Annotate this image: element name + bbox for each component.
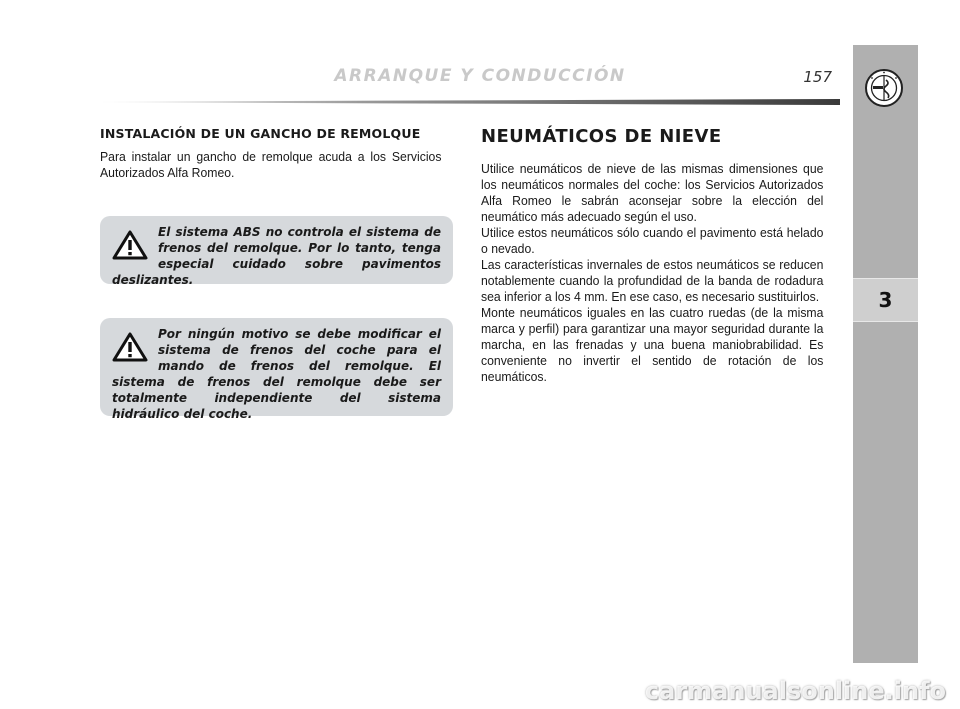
snow-tyres-paragraph: Las características invernales de estos neumáticos se reducen notablemente cuando la profundidad de la banda de rodadura sea inferior a los 4 mm. En ese caso, es necesario sustituirlos. — [481, 258, 824, 304]
right-column — [481, 126, 834, 385]
warning-triangle-icon — [112, 230, 148, 260]
chapter-sidebar — [853, 45, 918, 663]
chapter-tab[interactable]: 3 — [853, 278, 918, 322]
snow-tyres-paragraph: Monte neumáticos iguales en las cuatro ruedas (de la misma marca y perfil) para garantizar una mayor seguridad durante la marcha, en las frenadas y una buena maniobrabilidad. Es conveniente no invertir el sentido de rotación de los neumáticos. — [481, 306, 824, 384]
warning-box-abs — [100, 216, 453, 287]
warning-box-brakes — [100, 318, 453, 421]
warning-text-brakes: Por ningún motivo se debe modificar el sistema de frenos del coche para el mando de frenos del remolque. El sistema de frenos del remolque debe ser totalmente independiente del sistema hidráulico del coche. — [112, 327, 441, 421]
chapter-header-title: ARRANQUE Y CONDUCCIÓN — [334, 66, 626, 86]
warning-text-abs: El sistema ABS no controla el sistema de frenos del remolque. Por lo tanto, tenga especial cuidado sobre pavimentos deslizantes. — [112, 225, 441, 287]
header-rule — [100, 99, 840, 105]
left-column — [100, 126, 452, 181]
watermark: carmanualsonline.info — [644, 677, 946, 705]
snow-tyres-paragraph: Utilice neumáticos de nieve de las mismas dimensiones que los neumáticos normales del coche: los Servicios Autorizados Alfa Romeo le sabrán aconsejar sobre la elección del neumático más adecuado según el uso. — [481, 162, 824, 224]
tow-hitch-paragraph: Para instalar un gancho de remolque acuda a los Servicios Autorizados Alfa Romeo. — [100, 150, 442, 180]
warning-triangle-icon — [112, 332, 148, 362]
section-heading-snow-tyres: NEUMÁTICOS DE NIEVE — [481, 126, 722, 147]
page-number: 157 — [803, 68, 832, 86]
section-heading-tow-hitch: INSTALACIÓN DE UN GANCHO DE REMOLQUE — [100, 126, 421, 141]
alfa-romeo-logo-icon — [864, 68, 904, 108]
snow-tyres-text — [481, 161, 823, 385]
snow-tyres-paragraph: Utilice estos neumáticos sólo cuando el pavimento está helado o nevado. — [481, 226, 824, 256]
